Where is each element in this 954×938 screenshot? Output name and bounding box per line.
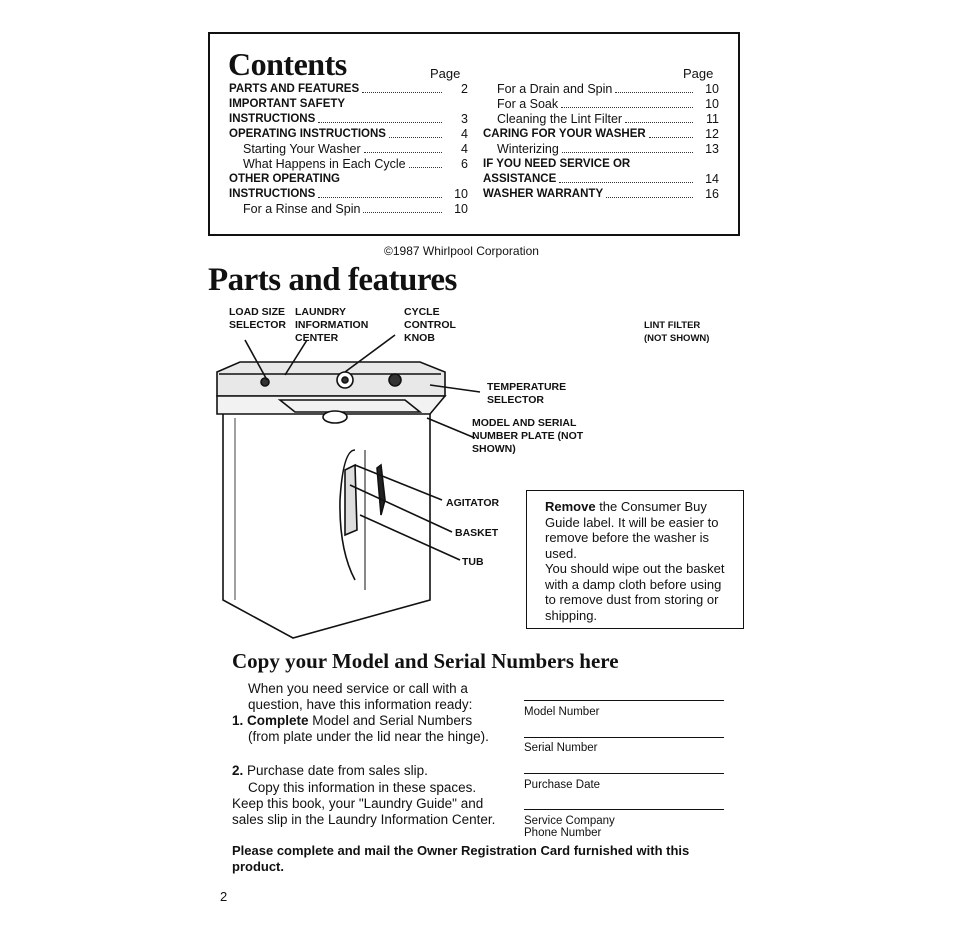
service-company-line[interactable]	[524, 809, 724, 810]
toc-item-label: Winterizing	[497, 142, 559, 156]
toc-item-label: INSTRUCTIONS	[229, 188, 316, 200]
copy-intro: When you need service or call with a question, have this information ready:	[248, 681, 473, 712]
toc-leader-dots	[318, 187, 442, 198]
toc-leader-dots	[615, 82, 693, 93]
field-purchase-date: Purchase Date	[524, 779, 601, 791]
toc-item-label: For a Soak	[497, 97, 559, 111]
label-cycle-control: CYCLE CONTROL KNOB	[404, 306, 456, 344]
toc-item	[229, 157, 468, 172]
model-number-line[interactable]	[524, 700, 724, 701]
toc-leader-dots	[363, 202, 442, 213]
toc-item-page: 10	[454, 202, 468, 216]
note-text-2: You should wipe out the basket with a damp cloth before using to remove dust from storing or shipping.	[545, 561, 725, 623]
label-tub: TUB	[462, 556, 484, 568]
toc-item-label: Cleaning the Lint Filter	[497, 112, 623, 126]
toc-item-page: 14	[705, 172, 719, 186]
toc-item-page: 2	[461, 82, 468, 96]
page-header-left: Page	[430, 66, 461, 81]
serial-number-line[interactable]	[524, 737, 724, 738]
toc-leader-dots	[649, 127, 693, 138]
toc-item-page: 12	[705, 127, 719, 141]
toc-item	[229, 97, 468, 112]
toc-item	[229, 172, 468, 187]
toc-item	[483, 187, 719, 202]
toc-leader-dots	[362, 82, 442, 93]
toc-item	[229, 202, 468, 217]
toc-item-page: 3	[461, 112, 468, 126]
toc-item-label: ASSISTANCE	[483, 173, 557, 185]
toc-leader-dots	[409, 157, 442, 168]
field-model-number: Model Number	[524, 706, 600, 718]
toc-item	[483, 142, 719, 157]
toc-item	[229, 127, 468, 142]
toc-item-page: 16	[705, 187, 719, 201]
note-bold: Remove	[545, 499, 596, 514]
label-agitator: AGITATOR	[446, 497, 500, 509]
label-laundry-info: LAUNDRY INFORMATION CENTER	[295, 306, 369, 344]
copyright: ©1987 Whirlpool Corporation	[384, 244, 539, 258]
toc-leader-dots	[562, 142, 693, 153]
step1-text: Model and Serial Numbers (from plate under the lid near the hinge).	[248, 713, 489, 744]
toc-item-label: Starting Your Washer	[243, 142, 361, 156]
toc-item-page: 10	[705, 82, 719, 96]
note-box	[526, 490, 744, 629]
toc-item	[483, 112, 719, 127]
page-header-right: Page	[683, 66, 714, 81]
toc-item-page: 6	[461, 157, 468, 171]
toc-item-label: WASHER WARRANTY	[483, 188, 604, 200]
toc-leader-dots	[318, 112, 442, 123]
toc-item	[229, 82, 468, 97]
purchase-date-line[interactable]	[524, 773, 724, 774]
note-text-1: the Consumer Buy Guide label. It will be easier to remove before the washer is used.	[545, 499, 719, 561]
toc-item	[229, 142, 468, 157]
toc-leader-dots	[606, 187, 693, 198]
toc-item-page: 4	[461, 142, 468, 156]
step1-bold: Complete	[247, 713, 309, 728]
toc-item-label: CARING FOR YOUR WASHER	[483, 128, 646, 140]
toc-item-page: 4	[461, 127, 468, 141]
toc-item	[483, 157, 719, 172]
toc-item	[483, 97, 719, 112]
toc-item-page: 13	[705, 142, 719, 156]
toc-leader-dots	[364, 142, 442, 153]
contents-title: Contents	[228, 46, 347, 82]
toc-item-label: OPERATING INSTRUCTIONS	[229, 128, 386, 140]
toc-leader-dots	[389, 127, 442, 138]
toc-item-label: IF YOU NEED SERVICE OR	[483, 158, 631, 170]
field-service-company: Service Company Phone Number	[524, 815, 615, 839]
toc-item	[483, 127, 719, 142]
toc-item	[229, 112, 468, 127]
copy-title: Copy your Model and Serial Numbers here	[232, 649, 619, 673]
toc-item-page: 10	[454, 187, 468, 201]
label-basket: BASKET	[455, 527, 499, 539]
toc-item	[229, 187, 468, 202]
toc-item-page: 10	[705, 97, 719, 111]
label-temperature: TEMPERATURE SELECTOR	[487, 381, 567, 406]
footer-registration: Please complete and mail the Owner Registration Card furnished with this product.	[232, 843, 690, 874]
copy-step-2	[232, 763, 506, 779]
step2-num: 2.	[232, 763, 244, 778]
toc-leader-dots	[625, 112, 693, 123]
label-lint-filter: LINT FILTER (NOT SHOWN)	[644, 320, 710, 344]
toc-item	[483, 172, 719, 187]
toc-item-label: PARTS AND FEATURES	[229, 83, 360, 95]
step1-num: 1.	[232, 713, 244, 728]
toc-item	[483, 82, 719, 97]
toc-item-label: For a Rinse and Spin	[243, 202, 361, 216]
step2-text: Purchase date from sales slip.	[247, 763, 428, 778]
copy-outro: Copy this information in these spaces. Keep this book, your "Laundry Guide" and sales slip in the Laundry Information Center.	[232, 780, 496, 827]
toc-leader-dots	[561, 97, 693, 108]
toc-item-label: For a Drain and Spin	[497, 82, 613, 96]
page-number: 2	[220, 889, 228, 904]
toc-item-page: 11	[706, 112, 719, 126]
toc-item-label: INSTRUCTIONS	[229, 113, 316, 125]
copy-step-1	[232, 713, 506, 745]
label-load-size: LOAD SIZE SELECTOR	[229, 306, 286, 331]
toc-item-label: What Happens in Each Cycle	[243, 157, 406, 171]
toc-item-label: IMPORTANT SAFETY	[229, 98, 346, 110]
parts-title: Parts and features	[208, 262, 457, 298]
field-serial-number: Serial Number	[524, 742, 598, 754]
toc-item-label: OTHER OPERATING	[229, 173, 340, 185]
label-model-serial: MODEL AND SERIAL NUMBER PLATE (NOT SHOWN)	[472, 417, 584, 455]
toc-leader-dots	[559, 172, 693, 183]
